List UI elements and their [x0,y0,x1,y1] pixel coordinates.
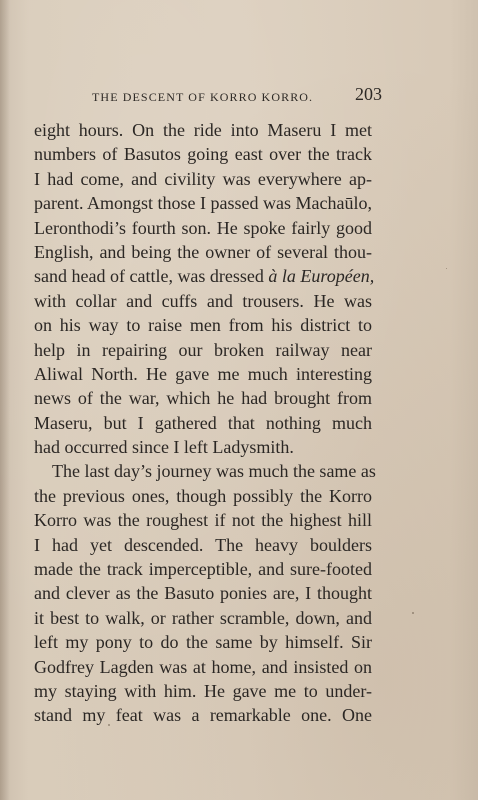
text-line: left my pony to do the same by himself. Sir [34,632,372,653]
paper-speck [446,268,447,269]
text-line: stand my feat was a remarkable one. One [34,705,372,726]
text-line: numbers of Basutos going east over the track [34,144,372,165]
text-line: it best to walk, or rather scramble, down, and [34,607,372,628]
text-line: Maseru, but I gathered that nothing much [34,412,372,433]
text-line: the previous ones, though possibly the Korro [34,485,372,506]
text-line: parent. Amongst those I passed was Machaūlo, [34,193,372,214]
text-line: Korro was the roughest if not the highest hill [34,510,372,531]
binding-shadow [0,0,10,800]
page-number: 203 [355,84,382,104]
text-line-with-italic [34,264,375,288]
text-line: my staying with him. He gave me to under- [34,680,372,701]
body-text [34,118,376,728]
text-line: made the track imperceptible, and sure-footed [34,559,372,580]
paragraph-end-line: had occurred since I left Ladysmith. [34,437,294,458]
text-line: I had yet descended. The heavy boulders [34,534,372,555]
paper-speck [108,724,110,726]
text-line-start: sand head of cattle, was dressed [34,266,269,287]
paragraph-start-line: The last day’s journey was much the same as [52,461,376,482]
text-line: English, and being the owner of several thou- [34,241,372,262]
text-line: with collar and cuffs and trousers. He was [34,290,372,311]
text-line: help in repairing our broken railway near [34,339,372,360]
text-line: news of the war, which he had brought from [34,388,372,409]
text-line: on his way to raise men from his district to [34,315,372,336]
text-line: eight hours. On the ride into Maseru I met [34,120,372,140]
text-line: I had come, and civility was everywhere ap- [34,168,372,189]
text-line: Aliwal North. He gave me much interesting [34,363,372,384]
text-line: Godfrey Lagden was at home, and insisted on [34,656,372,677]
running-head: THE DESCENT OF KORRO KORRO. [92,90,314,104]
text-line: and clever as the Basuto ponies are, I thought [34,583,372,604]
italic-phrase: à la Européen, [268,266,375,287]
page-header [92,84,382,108]
text-line: Leronthodi’s fourth son. He spoke fairly good [34,217,372,238]
paper-speck [412,612,414,614]
